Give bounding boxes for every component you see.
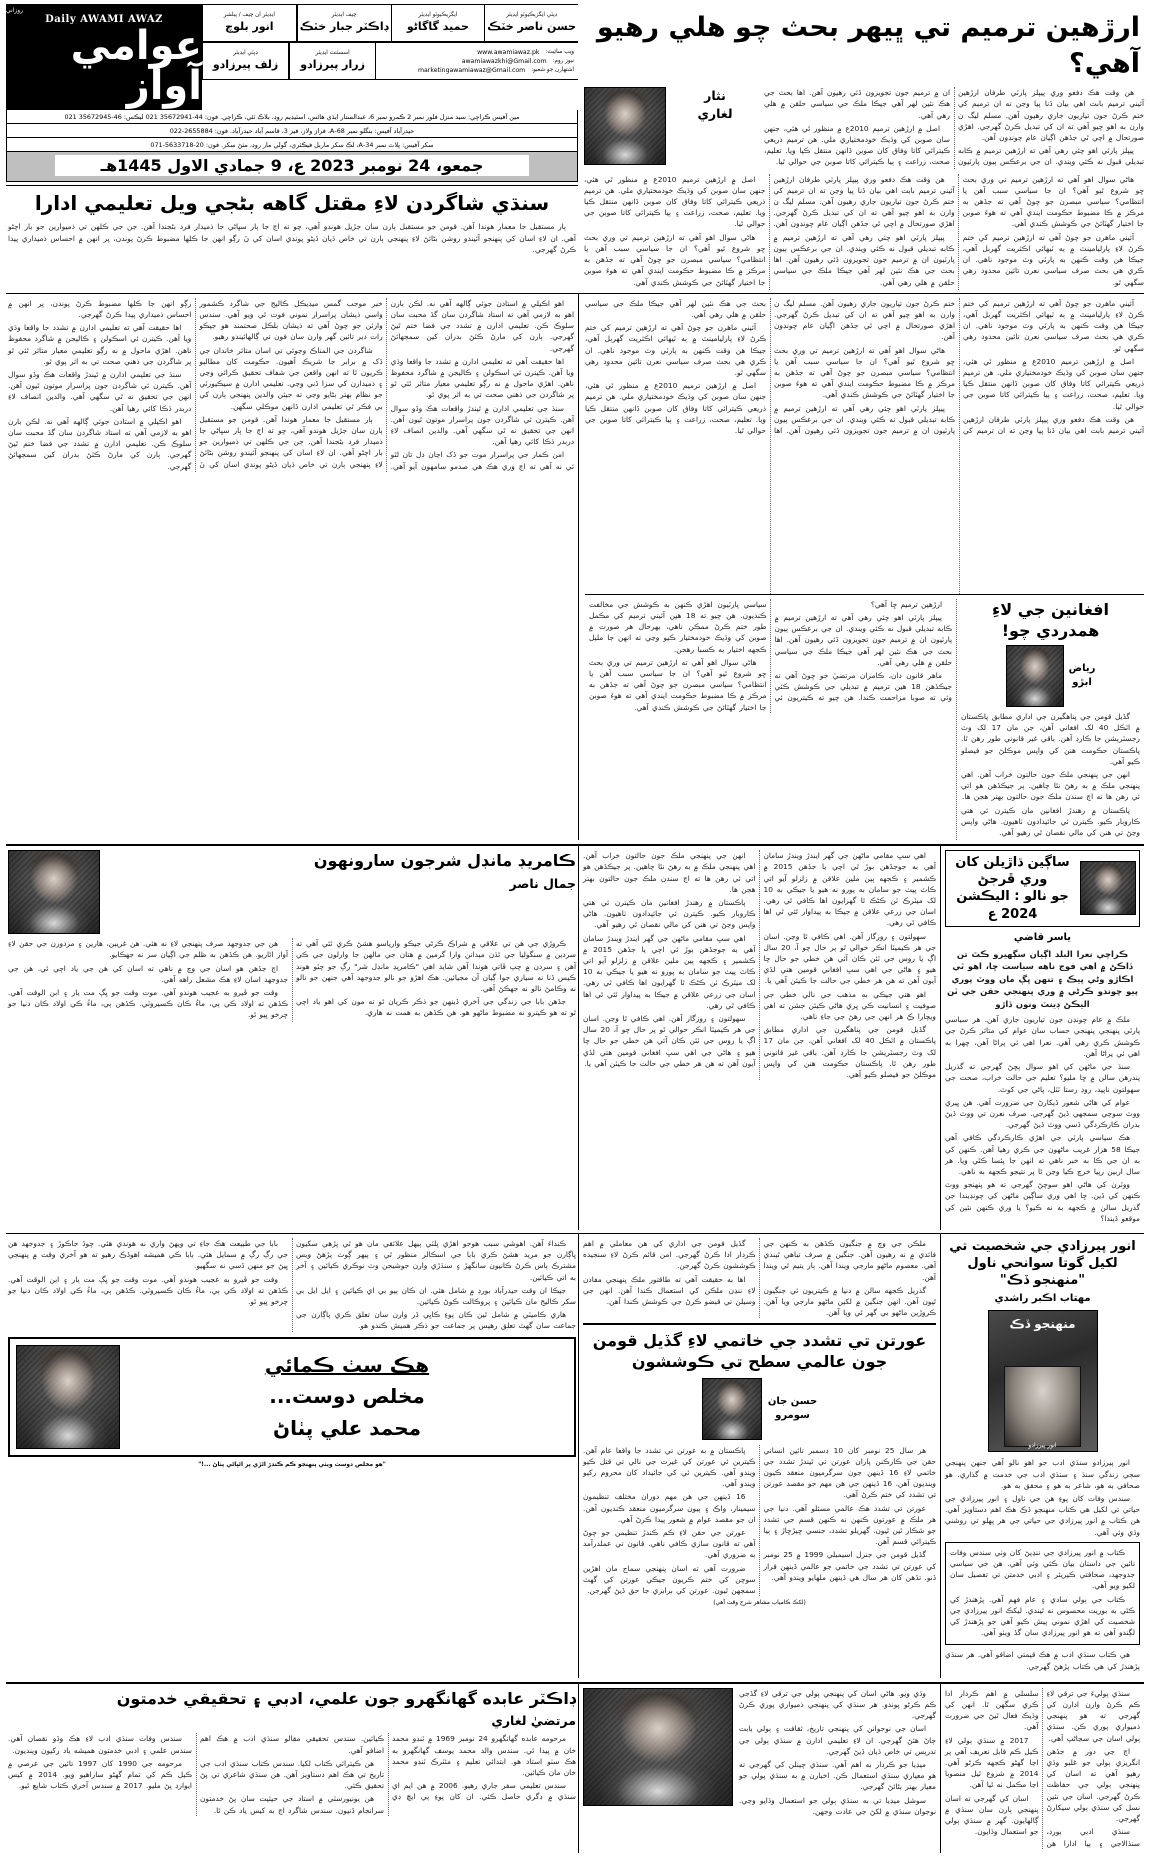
paragraph: سندس وفات کان پوءِ هن جي ناول ۽ انور پيرزادي جي حياتي تي لکيل هي ڪتاب منهنجو ڏڪ هڪ اهم دستاويز آهي. هن ڪتاب ۾ انور پيرزادي جي حياتي جي هر پهلو تي روشني وڌي وئي آهي. <box>945 1494 1140 1537</box>
paragraph: هاڻي سوال اهو آهي ته ارڙهين ترميم تي وري بحث ڇو شروع ٿيو آهي؟ ان جا سياسي سبب آهن يا انتظامي؟ سياسي مبصرن جو چوڻ آهي ته جڏهن به مرڪز ۾ ڪا مضبوط حڪومت ايندي آهي ته هوءَ صوبن جا اختيار گهٽائڻ جي ڪوشش ڪندي آهي. <box>774 345 955 400</box>
author-first-name: رياض <box>1068 662 1096 674</box>
paragraph: هن وقت هڪ دفعو وري پيپلز پارٽي طرفان ارڙهين آئيني ترميم بابت اهي بيان ڏنا پيا وڃن ته ان ترميم کي ختم ڪرڻ جون تياريون جاري رهيون آهن. مسلم ليگ ن وارن به اهو چيو آهي ته ان کي تبديل ڪرڻ گهرجي. اهڙي صورتحال ۾ اچي ٿي جڏهن اڳيان عام چونڊون آهن. <box>773 174 955 229</box>
lead-left-headline: ارڙهين ترميم تي ڀيهر بحث چو هلي رهيو آهي؟ <box>596 12 1140 79</box>
paragraph: هن وقت هڪ دفعو وري پيپلز پارٽي طرفان ارڙهين آئيني ترميم بابت اهي بيان ڏنا پيا وڃن ته ان ترميم کي ختم ڪرڻ جون تياريون جاري رهيون آهن. مسلم ليگ ن وارن به اهو چيو آهي ته ان کي تبديل ڪرڻ گهرجي. اهڙي صورتحال ۾ اچي ٿي جڏهن اڳيان عام چونڊون آهن. <box>958 88 1144 143</box>
paragraph: گذريل ڪجهه سالن ۾ دنيا ۾ ڪيتريون ئي جنگيون ٿيون آهن. انهن جنگين ۾ لکين ماڻهو مارجي ويا آهن. ڪروڙين ماڻهو بي گهر ٿي ويا آهن. <box>763 1285 936 1318</box>
paragraph: هي ڪتاب سنڌي ادب ۾ هڪ قيمتي اضافو آهي. هر سنڌي پڙهندڙ کي هي ڪتاب پڙهڻ گهرجي. <box>945 1650 1140 1671</box>
third-band <box>6 844 1144 1230</box>
paragraph: عوام کي هاڻي شعور ڏيکارڻ جي ضرورت آهي. هن ڀيري ووٽ سوچي سمجهي ڏيڻ گهرجي. صرف نعرن تي ووٽ ڏيڻ بدران ڪارڪردگي ڏسي ووٽ ڏيڻ گهرجي. <box>945 1097 1140 1130</box>
paragraph: اسان جي نوجوانن کي پنهنجي تاريخ، ثقافت ۽ ٻولي بابت ڄاڻ هئڻ گهرجي. ان لاءِ تعليمي ادارن ۾ سنڌي ٻولي جي تدريس تي خاص ڌيان ڏيڻ گهرجي. <box>739 1724 936 1756</box>
afghan-headline: افغانين جي لاءِ همدردي چو! <box>992 599 1109 640</box>
paragraph: پيپلز پارٽي اهو چئي رهي آهي ته ارڙهين ترميم ۾ ڪابه تبديلي قبول نه ڪئي ويندي. ان جي برعڪس ٻيون پارٽيون ان ۾ ترميم جون تجويزون ڏئي رهيون آهن. اها بحث جي هڪ نئين لهر آهي جيڪا ملڪ جي سياسي حلقن ۾ هلي رهي آهي. <box>585 298 955 435</box>
women-headline: عورتن تي تشدد جي خاتمي لاءِ گڏيل قومن جون عالمي سطح تي ڪوششون <box>592 1331 927 1372</box>
paragraph: اصل ۾ ارڙهين ترميم 2010ع ۾ منظور ٿي هئي، جنهن سان صوبن کي وڌيڪ خودمختياري ملي. هن ترميم ذريعي ڪيترائي کاتا وفاق کان صوبن ڏانهن منتقل ڪيا ويا. تعليم، صحت، زراعت ۽ ٻيا ڪيترائي کاتا صوبن جي حوالي ٿيا. <box>963 356 1144 411</box>
subject-photo <box>583 1688 733 1806</box>
paragraph: هن يونيورسٽي ۾ استاد جي حيثيت سان پڻ خدمتون سرانجام ڏنيون. سندس شاگرد اڄ به کيس ياد ڪن ٿا. <box>200 1794 384 1815</box>
author-name: مرتضيٰ لغاري <box>491 1712 576 1728</box>
nameplate-sindhi-title: عوامي آواز <box>70 23 202 109</box>
tribute-photo <box>16 1345 120 1449</box>
top-band <box>6 4 1144 290</box>
paragraph: عورتن تي تشدد هڪ عالمي مسئلو آهي. دنيا جي هر ملڪ ۾ عورتون ڪنهن نه ڪنهن قسم جي تشدد جو شڪار ٿين ٿيون. گهريلو تشدد، جنسي ڇيڙڇاڙ ۽ ٻيا ڪيترائي قسم آهن. <box>763 1503 936 1547</box>
paragraph: هاڻي سوال اهو آهي ته ارڙهين ترميم تي وري بحث ڇو شروع ٿيو آهي؟ ان جا سياسي سبب آهن يا انتظامي؟ سياسي مبصرن جو چوڻ آهي ته جڏهن به مرڪز ۾ ڪا مضبوط حڪومت ايندي آهي ته هوءَ صوبن جا اختيار گهٽائڻ جي ڪوشش ڪندي آهي. <box>962 174 1144 229</box>
left-column-group <box>578 294 1144 840</box>
paragraph: اڄ جڏهن هو اسان جي وچ ۾ ناهي ته اسان کي هن جي ياد اچي ٿي. هن جي جدوجهد اسان لاءِ هڪ مشعل راهه آهي. <box>8 963 288 984</box>
afghan-continuation <box>578 846 940 1230</box>
paragraph: هن جي جدوجهد صرف پنهنجي لاءِ نه هئي. هن غريبن، هارين ۽ مزدورن جي حقن لاءِ آواز اٿاريو. هن ڪڏهن به ظلم جي اڳيان سر نه جهڪايو. <box>8 939 288 960</box>
paragraph: سوشل ميڊيا تي به سنڌي ٻولي جو استعمال وڌايو وڃي. نوجوان سنڌي ۾ لکڻ جي عادت وجهن. <box>739 1795 936 1816</box>
abida-headline: ڊاڪٽر عابده گهانگهرو جون علمي، ادبي ۽ تحقيقي خدمتون <box>116 1688 576 1708</box>
paragraph: اها حقيقت آهي ته تعليمي ادارن ۾ تشدد جا واقعا وڌي ويا آهن. ڪيترن ئي اسڪولن ۽ ڪاليجن ۾ شاگرد محفوظ ناهن. اهڙي ماحول ۾ نه رڳو تعليمي معيار متاثر ٿئي ٿو پر شاگردن جي ذهني صحت تي به اثر پوي ٿو. <box>390 356 574 400</box>
masthead <box>6 4 578 290</box>
paragraph: سنڌ جي تعليمي ادارن ۾ ٿيندڙ واقعات هڪ وڏو سوال آهن. ڪيترن ئي شاگردن جون پراسرار موتون ٿيون آهن. انهن جي تحقيق نه ٿي سگهي آهي. والدين انصاف لاءِ دربدر ڌڪا کائي رهيا آهن. <box>390 403 574 447</box>
election-headline-line2: جو نالو : اليڪشن 2024 ع <box>956 889 1069 922</box>
address-hyderabad: حيدرآباد آفيس: بنگلو نمبر 68-A، فراز ولاز، فيز 3، قاسم آباد حيدرآباد. فون: 2655884-022 <box>6 124 578 138</box>
paragraph: هن وقت هڪ دفعو وري پيپلز پارٽي طرفان ارڙهين آئيني ترميم بابت اهي بيان ڏنا پيا وڃن ته ان ترميم کي ختم ڪرڻ جون تياريون جاري رهيون آهن. مسلم ليگ ن وارن به اهو چيو آهي ته ان کي تبديل ڪرڻ گهرجي. اهڙي صورتحال ۾ اچي ٿي جڏهن اڳيان عام چونڊون آهن. <box>774 298 1144 435</box>
staff-entry <box>391 4 485 42</box>
author-name: مهتاب اڪبر راشدي <box>994 1293 1091 1305</box>
paragraph: اصل ۾ ارڙهين ترميم 2010ع ۾ منظور ٿي هئي، جنهن سان صوبن کي وڌيڪ خودمختياري ملي. هن ترميم ذريعي ڪيترائي کاتا وفاق کان صوبن ڏانهن منتقل ڪيا ويا. تعليم، صحت، زراعت ۽ ٻيا ڪيترائي کاتا صوبن جي حوالي ٿيا. <box>585 381 766 435</box>
second-band <box>6 293 1144 840</box>
paragraph: پيپلز پارٽي اهو چئي رهي آهي ته ارڙهين ترميم ۾ ڪابه تبديلي قبول نه ڪئي ويندي. ان جي برعڪس ٻيون پارٽيون ان ۾ ترميم جون تجويزون ڏئي رهيون آهن. اها بحث جي هڪ نئين لهر آهي جيڪا ملڪ جي سياسي حلقن ۾ هلي رهي آهي. <box>773 232 955 287</box>
paragraph: اهو اڪيلي ۾ استادن جوئي ڳالهه آهي نه. لڪن بارن اهو به لازمي آهي ته استاد شاگردن سان گڏ محبت سان سلوڪ ڪن. تعليمي ادارن ۾ تشدد جي فضا ختم ٿيڻ گهرجي. ٻارن کي مارڻ ڪٽڻ بدران کين سمجهائڻ گهرجي. <box>390 298 574 353</box>
website-url[interactable]: www.awamiawaz.pk <box>477 48 540 56</box>
paragraph: ضرورت آهي ته اسان پنهنجي سماج مان اهڙين سوچن کي ختم ڪريون جيڪي عورتن کي گهٽ سمجهن ٿيون. عورتن کي برابري جا حق ڏيڻ گهرجن. <box>583 1563 756 1596</box>
lead-left-article <box>578 4 1144 290</box>
novel-headline: انور پيرزادي جي شخصيت تي لکيل گوتا سوانحي ناول "منهنجو ڏڪ" <box>949 1238 1136 1289</box>
paragraph: هر سال 25 نومبر کان 10 ڊسمبر تائين انساني حقن جي ڪارڪنن پاران عورتن تي ٿيندڙ تشدد جي خاتمي لاءِ 16 ڏينهن جون سرگرميون منعقد ڪيون وينديون آهن. 16 ڏينهن جي هن مهم جو مقصد عورتن تي تشدد کي ختم ڪرڻ آهي. <box>763 1445 936 1500</box>
publication-date: جمعو، 24 نومبر 2023 ع، 9 جمادي الاول 1445هـ <box>55 155 530 176</box>
paragraph: اها به حقيقت آهي ته طاقتور ملڪ پنهنجي مفادن لاءِ ننڍن ملڪن کي استعمال ڪندا آهن. انهن جي وسيلن تي قبضو ڪرڻ جي ڪوشش ڪندا آهن. <box>583 1274 756 1306</box>
nameplate-kicker: روزاني <box>6 7 24 14</box>
paragraph: شاگردن جي المناڪ وڃوئي تي اسان متاثر خاندان جي ڏک ۾ برابر جا شريڪ آهيون. حڪومت کان مطالبو ڪريون ٿا ته انهن واقعن جي شفاف تحقيق ڪرائي وڃي ۽ ذميدارن کي سزا ڏني وڃي. تعليمي ادارن ۾ سيڪيورٽي جو نظام بهتر بڻايو وڃي ته جيئن والدين پنهنجي ٻارن کي بي فڪر ٿي تعليمي ادارن ڏانهن موڪلي سگهن. <box>199 345 383 411</box>
book-author: انور پيرزادو <box>1028 1442 1057 1450</box>
paragraph: هڪ سياسي پارٽي جي اهڙي ڪارڪردگي ڪافي آهي جيڪا 58 هزار غريب ماڻهون جي ڪري رهيا آهن. ڪنهن کي به ان جي ڪا به خبر ناهي ته انهن جا پئسا ڪٿي ويا. هر سال اربين رپيا خرچ ڪيا وڃن ٿا پر نتيجو ڪجهه به ناهي. <box>945 1133 1140 1176</box>
website-label: ويب سائيٽ: <box>545 48 574 55</box>
address-sukkur: سکر آفيس: پلاٽ نمبر 34-A، لڪ سکر ماربل فيڪٽري، گولي مار روڊ، مٺڻ سکر. فون: 20-5633718-071 <box>6 138 578 152</box>
newsroom-email[interactable]: awamiawazkhi@Gmail.com <box>461 57 547 65</box>
author-note: (لکڪ ڪامياب مشاهر شرح وقت آهي) <box>713 1600 806 1607</box>
friend-tribute-box <box>8 1337 576 1457</box>
paragraph: ٻار مستقبل جا معمار هوندا آهن. قومن جو مستقبل ٻارن سان جڙيل هوندو آهي، چو ته اڄ جا ٻار سڀاڻي جا ذميدار فرد بڻجندا آهن. جن جي ڪلهن تي ذميوارين جو بار اچڻو آهي. ان لاءِ اسان کي پنهنجو آئيندو روشن بڻائڻ لاءِ پنهنجي ٻارن تي خاص ڌيان ڏيڻو پوندي اسان کي نَ رڳو انهن جا ڪلها مضبوط ڪرڻ پوندن، پر انهن ۾ احساس ذميداري پيدا ڪرڻ گهرجي. <box>8 298 383 469</box>
paragraph: پيپلز پارٽي اهو چئي رهي آهي ته ارڙهين ترميم ۾ ڪابه تبديلي قبول نه ڪئي ويندي. ان جي برعڪس ٻيون پارٽيون ان ۾ ترميم جون تجويزون ڏئي رهيون آهن. اها بحث جي هڪ نئين لهر آهي جيڪا ملڪ جي سياسي حلقن ۾ هلي رهي آهي. <box>764 88 1144 167</box>
staff-role: ڊپٽي ايڊيٽر <box>233 50 258 56</box>
author-photo <box>1080 861 1136 915</box>
author-name: ياسر قاضي <box>1013 931 1072 943</box>
paragraph: هاڻي سوال اهو آهي ته ارڙهين ترميم تي وري بحث ڇو شروع ٿيو آهي؟ ان جا سياسي سبب آهن يا انتظامي؟ سياسي مبصرن جو چوڻ آهي ته جڏهن به مرڪز ۾ ڪا مضبوط حڪومت ايندي آهي ته هوءَ صوبن جا اختيار گهٽائڻ جي ڪوشش ڪندي آهي. <box>589 657 767 712</box>
paragraph: سنڌي ادبي بورڊ، سنڌالاجي ۽ ٻيا ادارا هن سلسلي ۾ اهم ڪردار ادا ڪري سگهن ٿا. انهن کي وڌيڪ فعال ٿيڻ جي ضرورت آهي. <box>945 1688 1140 1848</box>
election-headline-line1: ساڳين ڌاڙيلن کان وري ڦرجڻ <box>955 855 1070 888</box>
staff-entry <box>202 4 297 42</box>
paragraph: سنڌ جي تعليمي ادارن ۾ ٿيندڙ واقعات هڪ وڏو سوال آهن. ڪيترن ئي شاگردن جون پراسرار موتون ٿيون آهن. انهن جي تحقيق نه ٿي سگهي آهي. والدين انصاف لاءِ دربدر ڌڪا کائي رهيا آهن. <box>8 369 192 413</box>
bottom-band <box>6 1682 1144 1853</box>
comrade-article <box>6 846 578 1230</box>
paragraph: اصل ۾ ارڙهين ترميم 2010ع ۾ منظور ٿي هئي، جنهن سان صوبن کي وڌيڪ خودمختياري ملي. هن ترميم ذريعي ڪيترائي کاتا وفاق کان صوبن ڏانهن منتقل ڪيا ويا. تعليم، صحت، زراعت ۽ ٻيا ڪيترائي کاتا صوبن جي حوالي ٿيا. <box>764 123 950 167</box>
author-last-name: لغاري <box>697 105 733 121</box>
date-bar <box>6 152 578 182</box>
paragraph: آئيني ماهرن جو چوڻ آهي ته ارڙهين ترميم کي ختم ڪرڻ لاءِ پارليامينٽ ۾ ٻه ٽيهائي اڪثريت گهربل آهي، جيڪا هن وقت ڪنهن به پارٽي وٽ موجود ناهي. ان ڪري هي بحث صرف سياسي نعرن تائين محدود رهي سگهي ٿو. <box>963 298 1144 353</box>
staff-role: ايڊيٽر ان چيف / پبلشر <box>223 12 275 18</box>
fourth-band <box>6 1233 1144 1678</box>
novel-article <box>940 1234 1144 1678</box>
paragraph: سهولتون ۽ روزگار آهن. اهي ڪافي ٿا وڃن. اسان جي هر ڪيميٽا انڪر حوالي ٿو پر حال چو آ، 20 سال اڳ يا روس جي ٽئن ڪان آئي هن خطي جو حال چا هيو ۽ هاڻي جي اهي سڀ افغاني قومين هتي لڏي آيون آهن ته هن هر خطي جي حالت جا ڪيئن آهي يا. <box>763 931 936 986</box>
paragraph: 2017 ۾ سنڌي ٻولي لاءِ ڪيل ڪم قابل تعريف آهي پر اڃا گهڻو ڪجهه ڪرڻو آهي. 2014 ۾ شروع ٿيل منصوبا اڃا مڪمل نه ٿيا آهن. <box>945 1735 1039 1790</box>
paragraph: اهي سڀ مقامي ماڻهن جي گهر ايندڙ ويندڙ سامان آهي به جوجڏهن بوڙ ٿي اچي يا جڏهن 2015 ۾ ڪشمير ۽ ڪجهه ٻين ملين علاقن ۾ زلزلو آيو اتي ڪاٽ پيٺ جو سامان به پورو نه هيو يا جيڪي به 10 لک ميٽرڪ ٽن ڪڻڪ ٿا گهرايون اها ڪافي ٿي رهي. اسان جي زرعي علاقن ۾ جيڪا به پيداوار ٿئي ٿي اها ڪافي ٿي رهي. <box>763 851 936 928</box>
paragraph: هن ڪيترائي ڪتاب لکيا. سندس ڪتاب سنڌي ادب جي تاريخ تي هڪ اهم دستاويز آهن. هن سنڌي شاعري تي پڻ تحقيق ڪئي. <box>200 1758 384 1791</box>
paragraph: بابا جي طبيعت هڪ جاءِ تي ويهڻ واري نه هوندي هئي. چوڏ جاڪوڙ ۽ جدوجهد هن جي رڳ رڳ ۾ سمايل هئي. بابا ڪي هميشه اهوڏڪ رهيو ته هو آخري وقت ۾ پنهنجي ڀيڻ جو منهن ڏسي نه سگهيو. <box>8 1238 288 1271</box>
paragraph: پاڪستان ۾ رهندڙ افغانين مان ڪيترن ئي هتي ڪاروبار ڪيو. ڪيترن ئي جائيدادون ٺاهيون. هاڻي واپس وڃڻ تي هنن کي مالي نقصان ٿي رهيو آهي. <box>961 805 1140 837</box>
lead-left-intro <box>764 87 1144 168</box>
paragraph: ميڊيا جو ڪردار به اهم آهي. سنڌي چينلن کي گهرجي ته هو معياري سنڌي استعمال ڪن. اخبارن ۾ به سنڌي ٻولي جو معيار بهتر بڻائڻ گهرجي. <box>739 1760 936 1792</box>
staff-role: اسسٽنٽ ايڊيٽر <box>315 50 350 56</box>
women-article <box>578 1234 940 1678</box>
author-photo <box>1006 645 1064 707</box>
paragraph: گڏيل قومن جي پناهگيرن جي اداري مطابق پاڪستان ۾ اٽڪل 40 لک افغاني آهن، جن مان 17 لک وٽ رجسٽريشن جا ڪارڊ آهن. باقي غير قانوني طور رهن ٿا. پاڪستان حڪومت هنن کي واپس موڪلڻ جو فيصلو ڪيو آهي. <box>763 1025 936 1080</box>
author-last-name: ابڙو <box>1072 676 1092 688</box>
paragraph: گڏيل قومن جي پناهگيرن جي اداري مطابق پاڪستان ۾ اٽڪل 40 لک افغاني آهن، جن مان 17 لک وٽ رجسٽريشن جا ڪارڊ آهن. باقي غير قانوني طور رهن ٿا. پاڪستان حڪومت هنن کي واپس موڪلڻ جو فيصلو ڪيو آهي. <box>961 711 1140 766</box>
paragraph: وڌي ويو. هاڻي اسان کي پنهنجي ٻولي جي ترقي لاءِ گڏجي ڪم ڪرڻو پوندو. هر سنڌي کي پنهنجي ذميواري پوري ڪرڻ گهرجي. <box>739 1688 936 1721</box>
paragraph: مرحومه جي 1990 کان 1997 تائين جي عرصي ۾ ڪيل ڪم کي تمام گهڻو ساراهيو ويو. 2014 ۾ کيس ايوارڊ پڻ مليو. 2017 ۾ سندس آخري ڪتاب شايع ٿيو. <box>8 1758 192 1791</box>
book-cover-portrait <box>1004 1366 1082 1447</box>
paragraph: وقت جو ڦيرو به عجيب هوندو آهي. موت وقت جو ڀڳ مت يار ۽ ابن الوقت آهي. ڪڏهن ته اولاد ڪي ٻي، ماءُ ڪان ڪسيروٽي. ڪڏهن ٻي، ماءُ ڪي اولاد ڪان دنيا جو چرخو ڀيو ٿو. <box>8 1274 288 1306</box>
paragraph: اصل ۾ ارڙهين ترميم 2010ع ۾ منظور ٿي هئي، جنهن سان صوبن کي وڌيڪ خودمختياري ملي. هن ترميم ذريعي ڪيترائي کاتا وفاق کان صوبن ڏانهن منتقل ڪيا ويا. تعليم، صحت، زراعت ۽ ٻيا ڪيترائي کاتا صوبن جي حوالي ٿيا. <box>584 174 766 229</box>
paragraph: سنڌ جي ماڻهن کي اهو سوال پڇڻ گهرجي ته گذريل پندرهن سالن ۾ ڇا مليو؟ تعليم جي حالت خراب، صحت جي سهولتون ناپيد، روڊ رستا ٽٽل، پاڻي جي کوٽ. <box>945 1062 1140 1094</box>
staff-entry <box>484 4 578 42</box>
staff-entry <box>202 42 289 80</box>
author-photo <box>584 87 666 165</box>
paragraph: ڪروڙي جي هن تي علاقي ۾ شراڪ ڪرڻي جيڪو وارياسو هشڻ ڪري ٿئي آهي ته سردين ۾ سنگوليا جي ٿڌن ميدانن وارا گرمين ۾ هتان جي مالهن جا وارلون جي ڪي آهن ۽ سردن ۾ چپ ڦاتي هوندا آهن شايد اهي "ڪامريڊ مانڊل شر" رڳ جو چٽو هوند ڪيس ڏنا نه سياري جوا ڳيان آن مجيائين. هڪ اهڙو جو نالو جدوجهد آهي جنهن جو نالو نه وڪامڻ نالو نه جهڪڻ آهي. <box>296 939 576 993</box>
paragraph: هاڻي سوال اهو آهي ته ارڙهين ترميم تي وري بحث ڇو شروع ٿيو آهي؟ ان جا سياسي سبب آهن يا انتظامي؟ سياسي مبصرن جو چوڻ آهي ته جڏهن به مرڪز ۾ ڪا مضبوط حڪومت ايندي آهي ته هوءَ صوبن جا اختيار گهٽائڻ جي ڪوشش ڪندي آهي. <box>584 232 766 287</box>
paragraph: ڪتاب جي ٻولي سادي ۽ عام فهم آهي. پڙهندڙ کي ڪٿي به بوريت محسوس نه ٿيندي. ليکڪ انور پيرزادي جي شخصيت کي اهڙي نموني پيش ڪيو آهي جو پڙهندڙ کي لڳندو آهي ته هو انور پيرزادي سان گڏ ويٺو آهي. <box>950 1594 1135 1638</box>
pull-quote: "هو مخلص دوست ويٺي پنهنجو ڪم ڪندڙ اڻڙي پر اڻڀاڻي پٺاڻ ...!" <box>198 1461 386 1468</box>
author-photo <box>8 850 100 934</box>
paragraph: اهو اڪيلي ۾ استادن جوئي ڳالهه آهي نه. لڪن بارن اهو به لازمي آهي ته استاد شاگردن سان گڏ محبت سان سلوڪ ڪن. تعليمي ادارن ۾ تشدد جي فضا ختم ٿيڻ گهرجي. ٻارن کي مارڻ ڪٽڻ بدران کين سمجهائڻ گهرجي. <box>8 416 192 471</box>
paragraph: وقت جو ڦيرو به عجيب هوندو آهي. موت وقت جو ڀڳ مت يار ۽ ابن الوقت آهي. ڪڏهن ته اولاد ڪي ٻي، ماءُ ڪان ڪسيروٽي. ڪڏهن ٻي، ماءُ ڪي اولاد ڪان دنيا جو چرخو ڀيو ٿو. <box>8 987 288 1020</box>
paragraph: آئيني ماهرن جو چوڻ آهي ته ارڙهين ترميم کي ختم ڪرڻ لاءِ پارليامينٽ ۾ ٻه ٽيهائي اڪثريت گهربل آهي، جيڪا هن وقت ڪنهن به پارٽي وٽ موجود ناهي. ان ڪري هي بحث صرف سياسي نعرن تائين محدود رهي سگهي ٿو. <box>962 232 1144 287</box>
paragraph: جيڪا ان وقت حيدرآباد بورڊ ۾ شامل هئي. ان ڪان ٻيو بي اي ڪيائين ۽ ايل ايل بي سکر ڪاليج مان ڪيائين ۽ پروڪالت ڪوڻ ڪيائين. <box>296 1285 576 1306</box>
paragraph: ڪنداءَ آهن. اهوشي سبب هوجو اهڙي پلٽي ٻيهل علائقي مان هو ٿي پڙهي سکيون ڀاڳارن جو مريد هشڻ ڪري بابا جي اسڪالر منظور ٿي ۽ ٻيهر ڳوٺ پڙهڻ ويس مشترڪ ٻاس ڪرڻ ڪانيون سانگهڙ ۽ سنڌڙي وارن جوشيجن وٽ نوڪري ڪيائين ۽ آخر به اتي ڪيائين. <box>296 1238 576 1282</box>
paragraph: ملڪن جي وچ ۾ جنگيون ڪڏهن به ڪنهن جي فائدي ۾ نه رهيون آهن. جنگين ۾ صرف تباهي ٿيندي آهي. معصوم ماڻهو مارجي ويندا آهن. ٻار يتيم ٿي ويندا آهن. <box>763 1238 936 1282</box>
paragraph: اسان کي گهرجي ته اسان پنهنجي ٻارن سان سنڌي ۾ ڳالهايون. گهر ۾ سنڌي ٻولي جو استعمال وڌايون. <box>945 1793 1039 1837</box>
paragraph: اهو هتي جيڪي به مذهب جي نالي خطي جي صوفيت ۽ انسانيت ڪي ڀري هاڻي ڪيئن جشن ته اهي ويچارا ڪِ هر انهن جي رهڻ جي جاءِ ناهي. <box>763 989 936 1021</box>
staff-role: چيف ايڊيٽر <box>331 12 357 18</box>
paragraph: سندس تعليمي سفر جاري رهيو. 2006 ۾ هن ايم اي سنڌي ۾ ڊگري حاصل ڪئي. ان کان پوءِ پي ايڇ ڊي ڪيائين. سندس تحقيقي مقالو سنڌي ادب ۾ هڪ اهم اضافو آهي. <box>200 1734 576 1802</box>
advertising-label: اشتهارن جو شعبو: <box>531 66 574 73</box>
author-photo <box>702 1378 762 1440</box>
left-continuation <box>585 599 956 840</box>
paragraph: هاري ڪاميٽي ۾ شامل ٿين ڪان پوءِ ڪاڀي ڏر وارن سان تعلق ڪري پاڳارن جي جماعت سان گهٽ تعلق رهيس پر جماعت جو ذڪر هميش ڪندو هو. <box>296 1310 576 1331</box>
staff-entry <box>289 42 375 80</box>
lead-right-headline: سنڌي شاگردن لاءِ مقتل گاهه بڻجي ويل تعليمي ادارا <box>34 191 550 215</box>
staff-name: حسن ناصر خٽڪ <box>487 20 577 33</box>
paragraph: سندس وفات سنڌي ادب لاءِ هڪ وڏو نقصان آهي. سندس علمي ۽ ادبي خدمتون هميشه ياد رکيون وينديون. <box>8 1734 192 1755</box>
address-karachi: مين آفيس ڪراچي: سيد منزل فلور نمبر 2 ڪمرو نمبر 6، عبدالستار ايڌي هائس، اسٽيڊيم روڊ، بلاڪ ٽئي، ڪراچي. فون: 44-35672941 021 ليڪس: 46-35672945 021 <box>6 110 578 124</box>
author-last-name: سومرو <box>775 1409 810 1421</box>
staff-name: انور بلوچ <box>225 20 274 33</box>
paragraph: انهن جي پنهنجي ملڪ جون حالتون خراب آهن. اهي پنهنجي ملڪ ۾ به رهڻ نٿا چاهين. پر جيڪڏهن هو اتي ئي رهن ها ته اڄ سندن ملڪ جون حالتون بهتر هجن ها. <box>961 769 1140 802</box>
paragraph: امن ڪمار جي پراسرار موت جو ڏک اڃان دل تان لٿو ئي نه آهي ته اڄ وري هڪ هي صدمو سامهون آيو آهي. خبر موجب گمس ميڊيڪل ڪاليج جي شاگرد ڪشمور واسي ذيشان پراسرار نموني فوت ٿي ويو آهي. سندس وارثن جو چوڻ آهي ته ذيشان بلڪل صحتمند هو جيڪو رات دير تائين گهر وارن سان فون تي ڳالهائيندو رهيو. <box>199 298 574 471</box>
lead-left-byline <box>672 87 758 168</box>
newsroom-label: نيوز روم: <box>552 57 574 64</box>
paragraph: ماهر قانون دان، ڪامران مرتضيٰ جو چوڻ آهي ته جيڪڏهن 18 هين ترميم ۾ تبديلي جي ڪوشش ڪئي وئي ته صوبا مزاحمت ڪندا. هن چيو ته ڪيتريون ئي سياسي پارٽيون اهڙي ڪنهن به ڪوشش جي مخالفت ڪنديون. هن چيو ته 18 هين آئيني ترميم کي مڪمل طور ختم ڪرڻ ممڪن ناهي، بهرحال هر صورت ۾ صوبن کي وڌيڪ خودمختيار ڪيو وڃي ته انهن جا مليل ڪجهه اختيار به ڪسبا رهجن. <box>589 599 952 703</box>
staff-grid <box>202 4 578 110</box>
paragraph: پيپلز پارٽي اهو چئي رهي آهي ته ارڙهين ترميم ۾ ڪابه تبديلي قبول نه ڪئي ويندي. ان جي برعڪس ٻيون پارٽيون ان ۾ ترميم جون تجويزون ڏئي رهيون آهن. اها بحث جي هڪ نئين لهر آهي جيڪا ملڪ جي سياسي حلقن ۾ هلي رهي آهي. <box>774 612 952 667</box>
paragraph: انهن جي پنهنجي ملڪ جون حالتون خراب آهن. اهي پنهنجي ملڪ ۾ به رهڻ نٿا چاهين. پر جيڪڏهن هو اتي ئي رهن ها ته اڄ سندن ملڪ جون حالتون بهتر هجن ها. <box>583 851 756 894</box>
advertising-email[interactable]: marketingawamiawaz@Gmail.com <box>417 66 526 74</box>
paragraph: پاڪستان ۾ رهندڙ افغانين مان ڪيترن ئي هتي ڪاروبار ڪيو. ڪيترن ئي جائيدادون ٺاهيون. هاڻي واپس وڃڻ تي هنن کي مالي نقصان ٿي رهيو آهي. <box>583 897 756 930</box>
book-title: منهنجو ڏڪ <box>1009 1317 1076 1332</box>
paragraph: آئيني ماهرن جو چوڻ آهي ته ارڙهين ترميم کي ختم ڪرڻ لاءِ پارليامينٽ ۾ ٻه ٽيهائي اڪثريت گهربل آهي، جيڪا هن وقت ڪنهن به پارٽي وٽ موجود ناهي. ان ڪري هي بحث صرف سياسي نعرن تائين محدود رهي سگهي ٿو. <box>585 323 766 377</box>
friend-headline-line3: محمد علي پٺاڻ <box>273 1415 421 1440</box>
staff-role: ڊپٽي ايگزيڪيوٽو ايڊيٽر <box>506 12 558 18</box>
staff-name: زرار پيرزادو <box>300 58 365 71</box>
paragraph: سهولتون ۽ روزگار آهن. اهي ڪافي ٿا وڃن. اسان جي هر ڪيميٽا انڪر حوالي ٿو پر حال چو آ، 20 سال اڳ يا روس جي ٽئن ڪان آئي هن خطي جو حال چا هيو ۽ هاڻي جي اهي سڀ افغاني قومين هتي لڏي آيون آهن ته هن هر خطي جي حالت جا ڪيئن آهي يا. <box>583 1014 756 1068</box>
bottom-mid-column <box>578 1684 940 1853</box>
paragraph: اهي سڀ مقامي ماڻهن جي گهر ايندڙ ويندڙ سامان آهي به جوجڏهن بوڙ ٿي اچي يا جڏهن 2015 ۾ ڪشمير ۽ ڪجهه ٻين ملين علاقن ۾ زلزلو آيو اتي ڪاٽ پيٺ جو سامان به پورو نه هيو يا جيڪي به 10 لک ميٽرڪ ٽن ڪڻڪ ٿا گهرايون اها ڪافي ٿي رهي. اسان جي زرعي علاقن ۾ جيڪا به پيداوار ٿئي ٿي اها ڪافي ٿي رهي. <box>583 933 756 1010</box>
right-column-group <box>6 294 578 840</box>
paragraph: اها حقيقت آهي ته تعليمي ادارن ۾ تشدد جا واقعا وڌي ويا آهن. ڪيترن ئي اسڪولن ۽ ڪاليجن ۾ شاگرد محفوظ ناهن. اهڙي ماحول ۾ نه رڳو تعليمي معيار متاثر ٿئي ٿو پر شاگردن جي ذهني صحت تي به اثر پوي ٿو. <box>8 323 192 366</box>
paragraph: ٻار مستقبل جا معمار هوندا آهن. قومن جو مستقبل ٻارن سان جڙيل هوندو آهي، چو ته اڄ جا ٻار سڀاڻي جا ذميدار فرد بڻجندا آهن. جن جي ڪلهن تي ذميوارين جو بار اچڻو آهي. ان لاءِ اسان کي پنهنجو آئيندو روشن بڻائڻ لاءِ پنهنجي ٻارن تي خاص ڌيان ڏيڻو پوندي اسان کي نَ رڳو انهن جا ڪلها مضبوط ڪرڻ پوندن، پر انهن ۾ احساس ذميداري پيدا ڪرڻ گهرجي. <box>8 222 576 254</box>
book-cover-image <box>988 1310 1098 1452</box>
paragraph: ووٽرن کي هاڻي اهو سوچڻ گهرجي ته هو پنهنجو ووٽ ڪنهن کي ڏين. ڇا اهي وري ساڳين ماڻهن کي چونڊيندا جن گذريل سالن ۾ ڪجهه به نه ڪيو؟ يا وري ڪنهن نئين کي موقعو ڏيندا؟ <box>945 1180 1140 1223</box>
paragraph: ارڙهين ترميم ڇا آهي؟ <box>870 599 942 609</box>
friend-article <box>6 1234 578 1678</box>
staff-name: حميد گاگاڻو <box>406 20 469 33</box>
paragraph: انور پيرزادو سنڌي ادب جو اهو نالو آهي جنهن پنهنجي سڄي زندگي سنڌ ۽ سنڌي ادب جي خدمت ۾ گذاري. هو صحافي به هو، شاعر به هو ۽ محقق به هو. <box>945 1458 1140 1490</box>
paragraph: مرحومه عابده گهانگهرو 24 نومبر 1969 ۾ ٽنڊو محمد خان ۾ پيدا ٿي. سندس والد محمد يوسف گهانگهرو به هڪ سٺو استاد هو. ابتدائي تعليم ۽ مئٽرڪ ٽنڊو محمد خان مان ڪيائين. <box>392 1734 576 1778</box>
friend-headline-line2: مخلص دوست... <box>269 1384 425 1409</box>
paragraph: عورتن جي حقن لاءِ ڪم ڪندڙ تنظيمن جو چوڻ آهي ته قانون سازي ڪافي ناهي. قانون تي عملدرآمد به ضروري آهي. <box>583 1528 756 1560</box>
paragraph: اڄ جي دور ۾ جڏهن انگريزي ٻولي جو غلبو وڌي رهيو آهي ته اسان کي پنهنجي ٻولي جي حفاظت ڪرڻ گهرجي. اسان جي نئين نسل کي سنڌي ٻولي سيکارڻ گهرجي. <box>1046 1746 1140 1824</box>
paragraph: جڏهن بابا جي زندگي جي آخري ڏينهن جو ذڪر ڪريان ٿو ته مون کي اهو ياد اچي ٿو ته هو ڪيترو نه مضبوط ماڻهو هو. هن ڪڏهن به همت نه هاري. <box>296 997 576 1018</box>
lead-right-article <box>6 185 578 255</box>
staff-name: ڊاڪٽر جبار خٽڪ <box>299 20 389 33</box>
author-first-name: حسن جان <box>767 1395 818 1407</box>
contact-block <box>375 42 578 80</box>
friend-headline-line1: هڪ سٺ ڪمائي <box>264 1352 430 1377</box>
paragraph: پاڪستان ۾ به عورتن تي تشدد جا واقعا عام آهن. ڪيترين ئي عورتن کي غيرت جي نالي تي قتل ڪيو ويندو آهي. ڪيترين ئي کي جائيداد کان محروم رکيو ويندو آهي. <box>583 1445 756 1489</box>
abida-article <box>6 1684 578 1853</box>
election-article <box>940 846 1144 1230</box>
paragraph: سنڌي ٻوليءَ جي ترقي لاءِ ڪم ڪرڻ وارن ادارن کي گهرجي ته هو پنهنجي ذميواري پوري ڪن. سنڌي ٻولي اسان جي سڃاڻپ آهي. <box>1046 1688 1140 1743</box>
paragraph: 16 ڏينهن جي هن مهم دوران مختلف تنظيمون سيمينار، واڪ ۽ ٻيون سرگرميون منعقد ڪنديون آهن. ان جو مقصد عوام ۾ شعور پيدا ڪرڻ آهي. <box>583 1492 756 1524</box>
paragraph: گڏيل قومن جي جنرل اسيمبلي 1999 ۾ 25 نومبر کي عورتن تي تشدد جي خاتمي جو عالمي ڏينهن قرار ڏنو. تڏهن کان هر سال هي ڏينهن ملهايو ويندو آهي. <box>763 1550 936 1582</box>
bottom-left-column <box>940 1684 1144 1853</box>
paragraph: ڪتاب ۾ انور پيرزادي جي ننڍپڻ کان وٺي سندس وفات تائين جي داستان بيان ڪئي وئي آهي. هن جي سياسي جدوجهد، صحافتي ڪيريئر ۽ ادبي خدمتن تي تفصيل سان لکيو ويو آهي. <box>950 1547 1135 1591</box>
nameplate <box>6 4 202 110</box>
staff-name: زلف پيرزادو <box>212 58 279 71</box>
author-first-name: نثار <box>704 88 726 104</box>
afghan-article <box>956 599 1144 840</box>
staff-entry <box>297 4 391 42</box>
comrade-headline: ڪامريڊ مانڊل شرجون سارونهون <box>313 851 576 871</box>
author-name: جمال ناصر <box>509 876 576 892</box>
pull-quote: ڪراچي نعرا البلد اڳيان سڳهيرو ڪٿ تن ڏاڪڻ ۾ اهي فوج ناهه سياست ڇا، اهو ٿي اڪاڙو وڻي ڀيڪ ۽ تنهن ڀڳ مان ووٽ پوري پيو چوندو ڪرڻي ۾ وري پنهنجي حقن جي ٽن اليڪڻ ڊينٽ ونون ڏاڙو <box>947 948 1138 1009</box>
staff-role: ايگزيڪيوٽو ايڊيٽر <box>418 12 458 18</box>
nameplate-english-title: Daily AWAMI AWAZ <box>45 14 163 25</box>
paragraph: گڏيل قومن جي اداري کي هن معاملي ۾ اهم ڪردار ادا ڪرڻ گهرجي. امن قائم ڪرڻ لاءِ سنجيده ڪوششون ڪرڻ گهرجن. <box>583 1238 756 1271</box>
paragraph: ملڪ ۾ عام چونڊن جون تياريون جاري آهن. هر سياسي پارٽي پنهنجي پنهنجي حساب سان عوام کي متاثر ڪرڻ جي ڪوشش ڪري رهي آهي. نعرا اهي ئي پراڻا آهن، چهرا به اهي ئي پراڻا آهن. <box>945 1015 1140 1058</box>
